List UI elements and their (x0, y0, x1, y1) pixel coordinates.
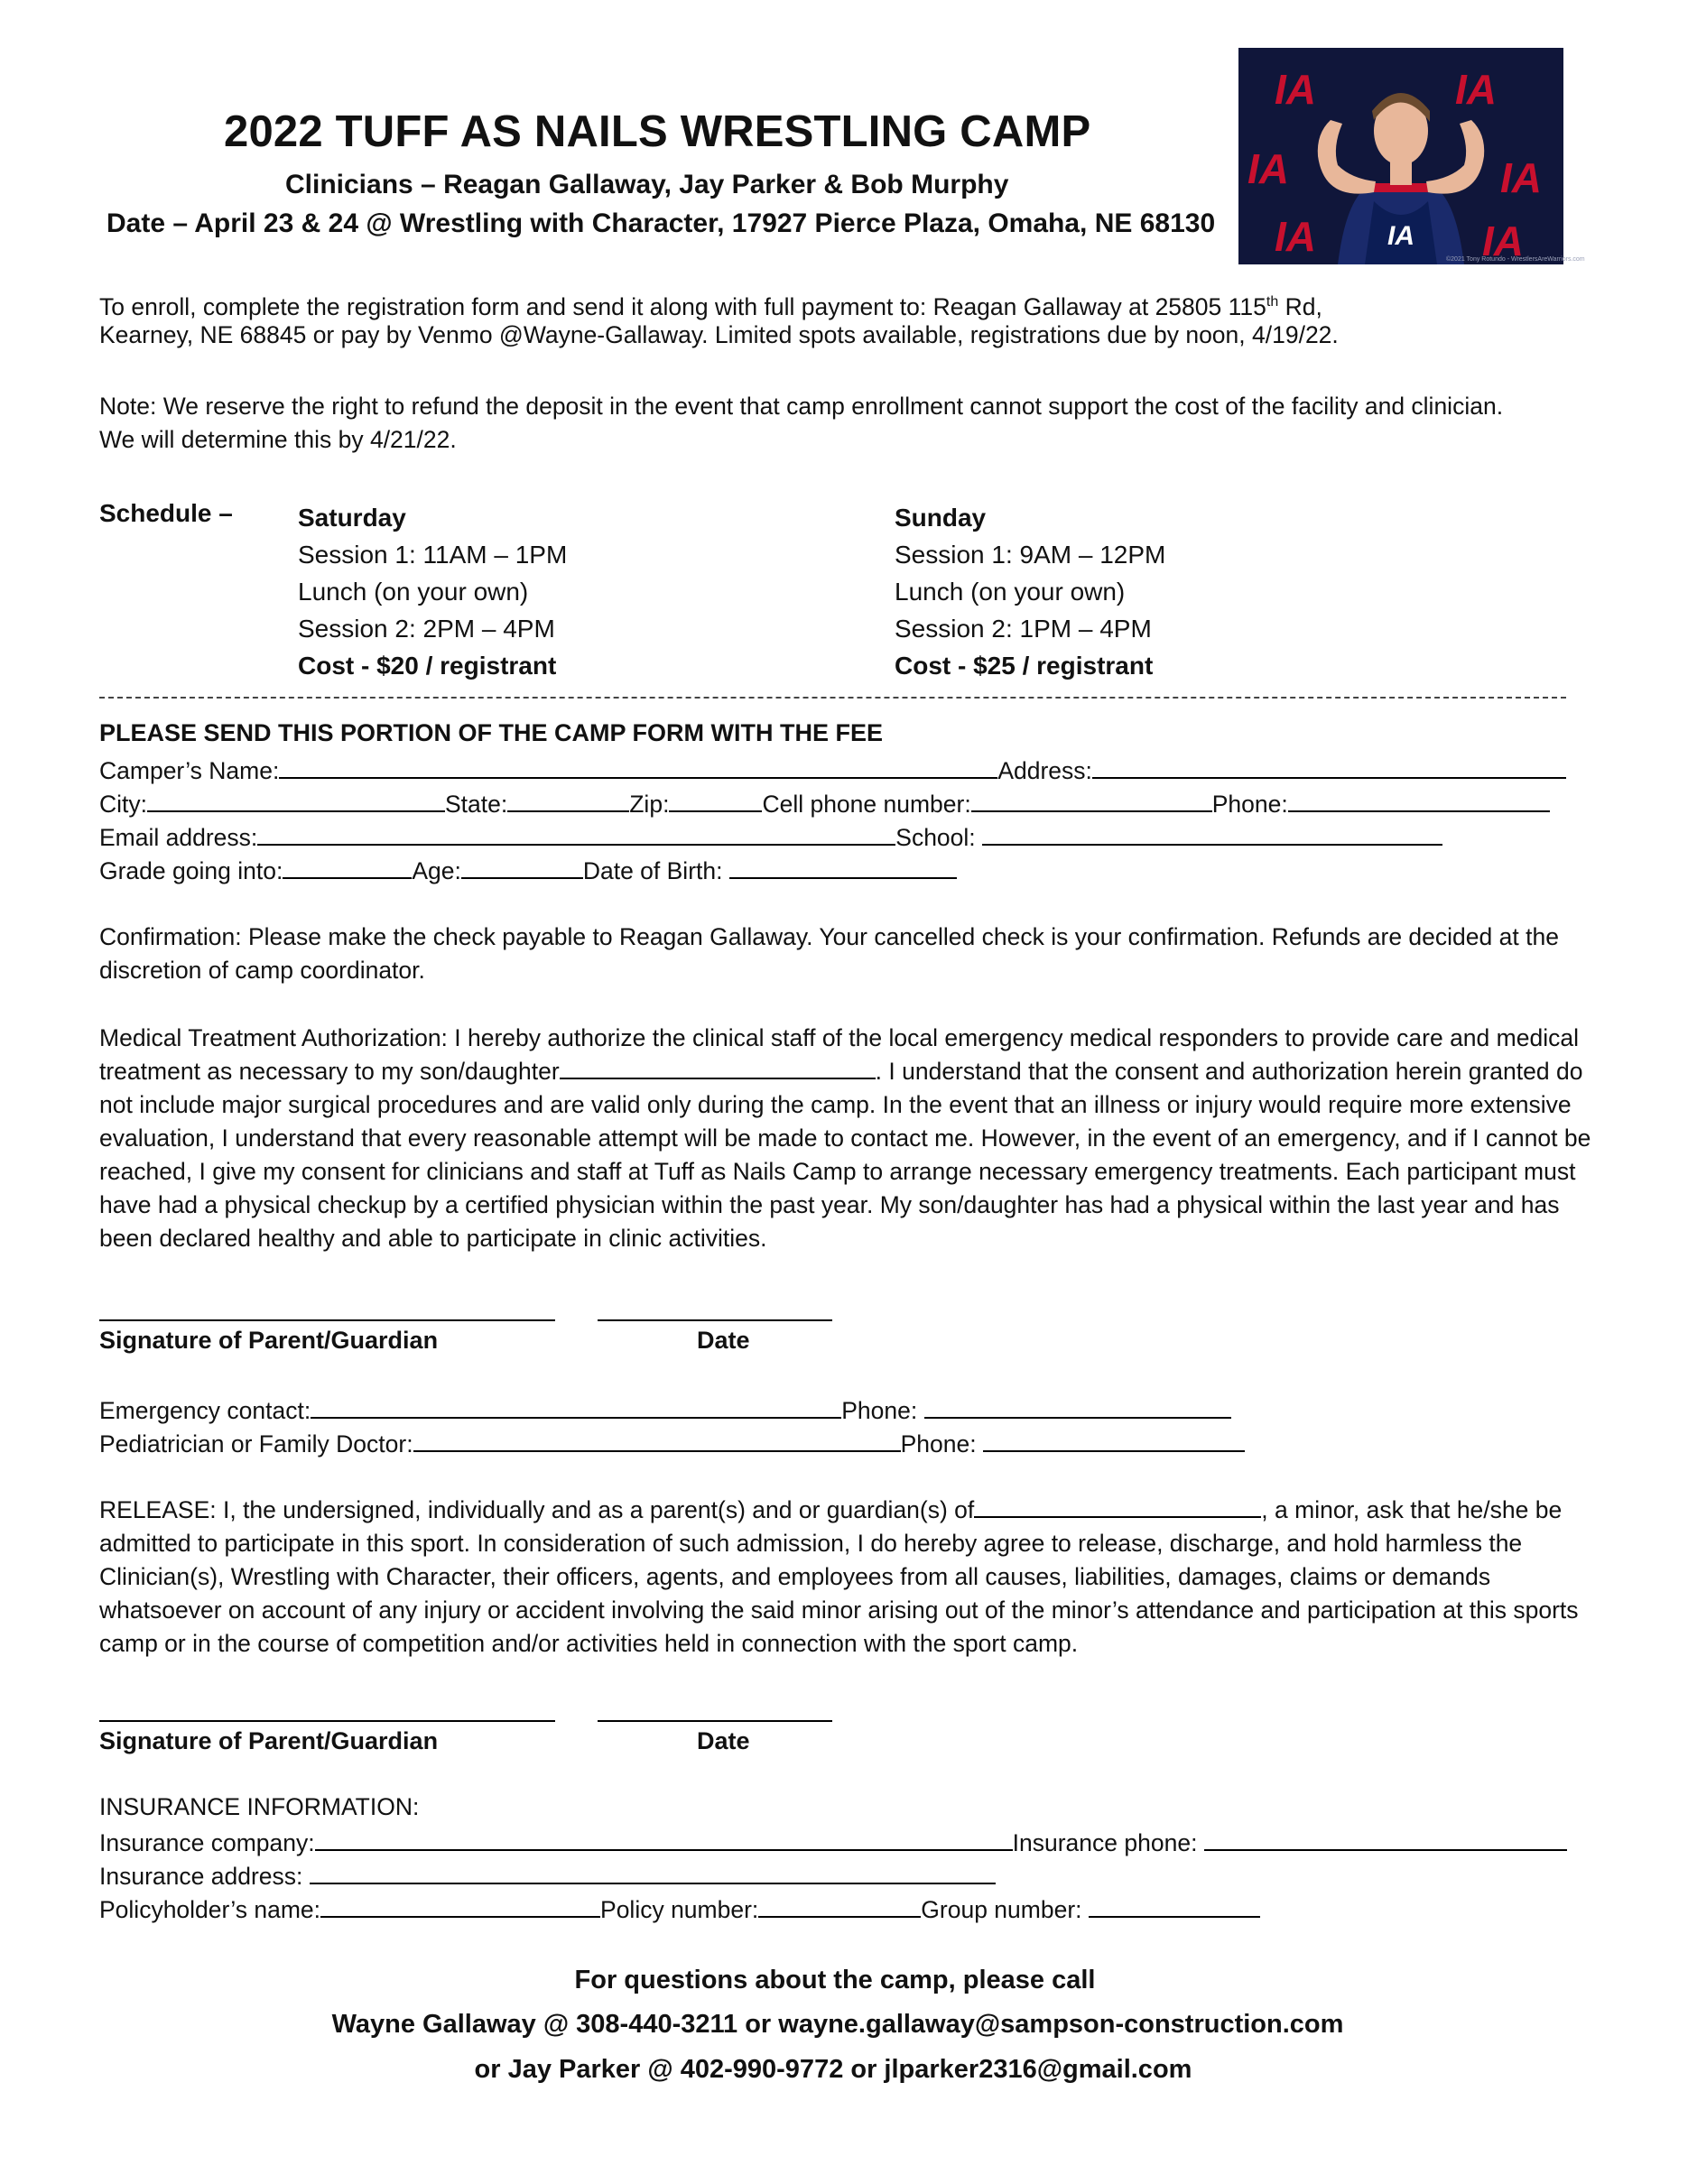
address-label: Address: (997, 757, 1092, 784)
dob-field[interactable] (729, 855, 957, 879)
doctor-phone-field[interactable] (983, 1428, 1245, 1452)
insurance-row-2 (99, 1860, 996, 1891)
note-paragraph: Note: We reserve the right to refund the deposit in the event that camp enrollment cannot support the cost of the facility and clinician. We will determine this by 4/21/22. (99, 393, 1504, 453)
city-field[interactable] (147, 788, 445, 812)
saturday-session-1: Session 1: 11AM – 1PM (298, 541, 568, 569)
intro-line-2: Kearney, NE 68845 or pay by Venmo @Wayne-Gallaway. Limited spots available, registrations due by noon, 4/19/22. (99, 321, 1339, 348)
zip-field[interactable] (669, 788, 762, 812)
banner-text-2: IA (1455, 66, 1497, 113)
banner-text-3: IA (1247, 145, 1289, 192)
date-line-2[interactable] (598, 1720, 832, 1722)
minor-name-field[interactable] (974, 1494, 1261, 1518)
intro-text-a: To enroll, complete the registration form and send it along with full payment to: Reagan Gallaway at 25805 115 (99, 292, 1266, 320)
cut-line (99, 697, 1566, 699)
emergency-contact-label: Emergency contact: (99, 1397, 311, 1424)
cell-field[interactable] (971, 788, 1212, 812)
form-row-2 (99, 788, 1550, 819)
age-label: Age: (412, 857, 461, 884)
footer-line-3: or Jay Parker @ 402-990-9772 or jlparker2316@gmail.com (474, 2055, 1192, 2084)
email-field[interactable] (257, 821, 895, 846)
insurance-address-field[interactable] (310, 1860, 996, 1884)
phone-label: Phone: (1211, 791, 1288, 818)
medical-paragraph (99, 1022, 1598, 1255)
address-field[interactable] (1092, 754, 1566, 779)
dob-label: Date of Birth: (582, 857, 729, 884)
grade-label: Grade going into: (99, 857, 283, 884)
policy-number-field[interactable] (758, 1893, 921, 1918)
banner-text-5: IA (1275, 213, 1316, 260)
page-title: 2022 TUFF AS NAILS WRESTLING CAMP (224, 107, 1091, 156)
city-label: City: (99, 791, 147, 818)
wrestler-photo-graphic (1238, 48, 1585, 264)
photo-caption: ©2021 Tony Rotundo - WrestlersAreWarriors.com (1446, 256, 1585, 263)
emergency-phone-field[interactable] (924, 1394, 1231, 1419)
sunday-lunch: Lunch (on your own) (895, 578, 1126, 606)
footer-line-1: For questions about the camp, please call (574, 1966, 1096, 1994)
schedule-label: Schedule – (99, 499, 233, 527)
release-paragraph (99, 1494, 1598, 1661)
date-line: Date – April 23 & 24 @ Wrestling with Character, 17927 Pierce Plaza, Omaha, NE 68130 (107, 208, 1216, 238)
insurance-company-label: Insurance company: (99, 1829, 315, 1856)
phone-field[interactable] (1288, 788, 1550, 812)
zip-label: Zip: (629, 791, 670, 818)
insurance-phone-field[interactable] (1204, 1827, 1567, 1851)
group-number-label: Group number: (921, 1896, 1089, 1923)
age-field[interactable] (461, 855, 583, 879)
saturday-cost: Cost - $20 / registrant (298, 652, 557, 680)
signature-label-2: Signature of Parent/Guardian (99, 1727, 439, 1754)
school-label: School: (895, 824, 983, 851)
intro-text-b: Rd, (1278, 292, 1322, 320)
banner-text-4: IA (1500, 154, 1542, 201)
insurance-row-3 (99, 1893, 1260, 1924)
date-line-1[interactable] (598, 1319, 832, 1321)
emergency-contact-field[interactable] (311, 1394, 841, 1419)
signature-line-1[interactable] (99, 1319, 555, 1321)
sunday-cost: Cost - $25 / registrant (895, 652, 1154, 680)
group-number-field[interactable] (1089, 1893, 1260, 1918)
sunday-session-2: Session 2: 1PM – 4PM (895, 615, 1152, 643)
son-daughter-field[interactable] (560, 1055, 876, 1079)
banner-text-1: IA (1275, 66, 1316, 113)
state-field[interactable] (507, 788, 629, 812)
banner-text-6: IA (1482, 217, 1524, 264)
saturday-lunch: Lunch (on your own) (298, 578, 529, 606)
grade-field[interactable] (283, 855, 412, 879)
date-label-1: Date (697, 1327, 750, 1354)
signature-line-2[interactable] (99, 1720, 555, 1722)
medical-text-2: . I understand that the consent and authorization herein granted do not include major surgical procedures and are valid only during the camp. In the event that an illness or injury would require more extensive evaluation, I understand that every reasonable attempt will be made to contact me. However, in the event of an emergency, and if I cannot be reached, I give my consent for clinicians and staff at Tuff as Nails Camp to arrange necessary emergency treatments. Each participant must have had a physical checkup by a certified physician within the past year. My son/daughter has had a physical within the last year and has been declared healthy and able to participate in clinic activities. (99, 1058, 1591, 1252)
sunday-title: Sunday (895, 504, 987, 532)
release-text-1: RELEASE: I, the undersigned, individually and as a parent(s) and or guardian(s) of (99, 1496, 975, 1523)
policyholder-label: Policyholder’s name: (99, 1896, 321, 1923)
confirmation-paragraph: Confirmation: Please make the check payable to Reagan Gallaway. Your cancelled check is your confirmation. Refunds are decided at the discretion of camp coordinator. (99, 923, 1559, 984)
wrestler-photo (1238, 48, 1585, 264)
form-heading: PLEASE SEND THIS PORTION OF THE CAMP FORM WITH THE FEE (99, 719, 884, 746)
sunday-session-1: Session 1: 9AM – 12PM (895, 541, 1166, 569)
state-label: State: (445, 791, 508, 818)
doctor-phone-label: Phone: (900, 1430, 983, 1458)
email-label: Email address: (99, 824, 258, 851)
insurance-address-label: Insurance address: (99, 1863, 310, 1890)
insurance-heading: INSURANCE INFORMATION: (99, 1793, 420, 1820)
campers-name-field[interactable] (279, 754, 997, 779)
sunday-block (895, 499, 1165, 684)
insurance-company-field[interactable] (315, 1827, 1013, 1851)
insurance-phone-label: Insurance phone: (1012, 1829, 1204, 1856)
policyholder-field[interactable] (320, 1893, 600, 1918)
footer-line-2: Wayne Gallaway @ 308-440-3211 or wayne.gallaway@sampson-construction.com (331, 2010, 1344, 2039)
form-row-3 (99, 821, 1442, 852)
emergency-row (99, 1394, 1231, 1425)
release-text-2: , a minor, ask that he/she be admitted to participate in this sport. In consideration of such admission, I do hereby agree to release, discharge, and hold harmless the Clinician(s), Wrestling with Character, their officers, agents, and employees from all causes, liabilities, damages, claims or demands whatsoever on account of any injury or accident involving the said minor arising out of the minor’s attendance and participation at this sports camp or in the course of competition and/or activities held in connection with the sport camp. (99, 1496, 1579, 1657)
school-field[interactable] (982, 821, 1442, 846)
doctor-label: Pediatrician or Family Doctor: (99, 1430, 413, 1458)
saturday-block (298, 499, 567, 684)
insurance-row-1 (99, 1827, 1567, 1857)
saturday-title: Saturday (298, 504, 406, 532)
intro-sup: th (1266, 294, 1279, 310)
signature-label-1: Signature of Parent/Guardian (99, 1327, 439, 1354)
form-row-4 (99, 855, 957, 885)
doctor-row (99, 1428, 1245, 1458)
form-row-1 (99, 754, 1566, 785)
policy-number-label: Policy number: (600, 1896, 759, 1923)
singlet-text: IA (1387, 221, 1414, 251)
date-label-2: Date (697, 1727, 750, 1754)
campers-name-label: Camper’s Name: (99, 757, 280, 784)
clinicians-line: Clinicians – Reagan Gallaway, Jay Parker & Bob Murphy (285, 170, 1009, 199)
emergency-phone-label: Phone: (841, 1397, 924, 1424)
doctor-field[interactable] (413, 1428, 901, 1452)
cell-label: Cell phone number: (762, 791, 971, 818)
medical-text-1: Medical Treatment Authorization: I hereby authorize the clinical staff of the local emergency medical responders to provide care and medical treatment as necessary to my son/daughter (99, 1024, 1579, 1085)
saturday-session-2: Session 2: 2PM – 4PM (298, 615, 555, 643)
